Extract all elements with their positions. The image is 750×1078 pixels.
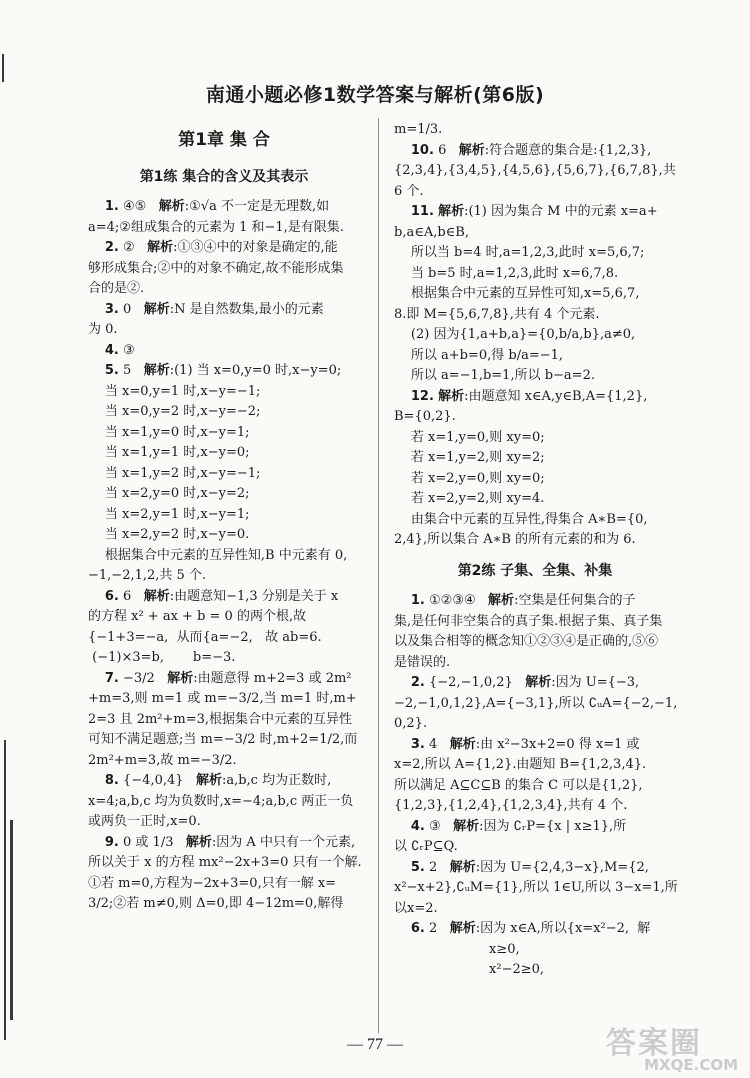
answer-line <box>394 223 676 244</box>
answer-line <box>394 837 676 858</box>
column-divider <box>378 118 379 1033</box>
question-number: 12. <box>410 388 434 404</box>
answer-line <box>88 833 360 854</box>
answer-line <box>88 587 360 608</box>
explanation-keyword: 解析 <box>453 818 480 834</box>
explanation-text: 所以 a=−1,b=1,所以 b−a=2. <box>410 368 595 383</box>
answer-line <box>394 960 676 981</box>
explanation-text: 由集合中元素的互异性,得集合 A∗B={0, <box>410 511 648 527</box>
answer-line <box>88 341 360 362</box>
answer-line <box>88 218 360 239</box>
explanation-text: 当 x=2,y=0 时,x−y=2; <box>104 486 250 501</box>
answer-line <box>88 361 360 382</box>
answer-value: 2 <box>429 859 438 875</box>
explanation-text: 当 x=0,y=2 时,x−y=−2; <box>104 404 261 419</box>
answer-line <box>88 525 360 546</box>
explanation-text: 当 b=5 时,a=1,2,3,此时 x=6,7,8. <box>410 265 619 281</box>
explanation-text: 3/2;②若 m≠0,则 Δ=0,即 4−12m=0,解得 <box>88 896 344 911</box>
answer-line <box>88 710 360 731</box>
explanation-text: 根据集合中元素的互异性知,B 中元素有 0, <box>104 547 348 563</box>
answer-line <box>88 669 360 690</box>
answer-line <box>88 464 360 485</box>
explanation-text: 够形成集合;②中的对象不确定,故不能形成集 <box>88 260 344 276</box>
explanation-text: 0,2}. <box>394 716 428 731</box>
explanation-text: −2,−1,0,1,2},A={−3,1},所以 ∁ᵤA={−2,−1, <box>394 695 678 711</box>
answer-line <box>394 305 676 326</box>
answer-line <box>88 197 360 218</box>
answer-line <box>88 320 360 341</box>
explanation-text: a=4;②组成集合的元素为 1 和−1,是有限集. <box>88 219 344 235</box>
explanation-text: 6 个. <box>394 183 424 199</box>
question-number: 3. <box>104 301 119 317</box>
answer-line <box>394 899 676 920</box>
answer-value: 0 或 1/3 <box>123 834 174 850</box>
answer-value: ④⑤ <box>123 199 147 214</box>
answer-line <box>88 648 360 669</box>
explanation-text: x=2,所以 A={1,2}.由题知 B={1,2,3,4}. <box>394 757 647 772</box>
explanation-text: 8.即 M={5,6,7,8},共有 4 个元素. <box>394 306 600 322</box>
explanation-text: :因为 U={−3, <box>551 675 640 690</box>
answer-line <box>88 546 360 567</box>
answer-line <box>88 689 360 710</box>
answer-line <box>394 284 676 305</box>
explanation-text: :由题意知−1,3 分别是关于 x <box>169 588 339 604</box>
answer-line <box>88 730 360 751</box>
answer-line <box>394 346 676 367</box>
explanation-text: :(1) 当 x=0,y=0 时,x−y=0; <box>169 363 342 378</box>
answer-line <box>88 238 360 259</box>
explanation-text: {1,2,3},{1,2,4},{1,2,3,4},共有 4 个. <box>394 798 628 813</box>
page-title: 南通小题必修1数学答案与解析(第6版) <box>205 84 545 106</box>
explanation-text: 所以当 b=4 时,a=1,2,3,此时 x=5,6,7; <box>410 245 645 260</box>
answer-line <box>88 382 360 403</box>
watermark-text: 答案圈 <box>606 1026 702 1061</box>
answer-line <box>394 940 676 961</box>
chapter-heading: 第1章 集 合 <box>178 130 270 150</box>
explanation-text: 是错误的. <box>394 654 451 670</box>
question-number: 6. <box>410 921 425 936</box>
explanation-text: 若 x=1,y=2,则 xy=2; <box>410 450 545 465</box>
edge-mark <box>2 54 4 82</box>
explanation-text: :因为 x∈A,所以{x=x²−2, 解 <box>475 921 651 936</box>
answer-line <box>88 279 360 300</box>
answer-line <box>88 443 360 464</box>
explanation-text: 当 x=2,y=1 时,x−y=1; <box>104 506 250 522</box>
answer-line <box>88 771 360 792</box>
answer-value: 6 <box>123 588 132 604</box>
question-number: 4. <box>104 342 119 358</box>
explanation-keyword: 解析 <box>438 388 465 404</box>
explanation-text: x²−x+2},∁ᵤM={1},所以 1∈U,所以 3−x=1,所 <box>394 880 678 895</box>
answer-line <box>394 407 676 428</box>
explanation-text: 集,是任何非空集合的真子集.根据子集、真子集 <box>394 613 663 629</box>
explanation-text: x²−2≥0, <box>394 962 545 977</box>
answer-line <box>394 161 676 182</box>
explanation-keyword: 解析 <box>167 670 194 686</box>
answer-value: 2 <box>429 921 438 936</box>
answer-line <box>394 141 676 162</box>
answer-value: ② <box>123 240 135 255</box>
answer-line <box>394 817 676 838</box>
answer-line <box>394 612 676 633</box>
question-number: 1. <box>104 199 119 214</box>
answer-line <box>394 182 676 203</box>
explanation-keyword: 解析 <box>143 363 170 378</box>
answer-line <box>394 530 676 551</box>
answer-list <box>88 197 360 915</box>
edge-mark <box>4 740 6 1040</box>
answer-line <box>88 484 360 505</box>
question-number: 1. <box>410 593 425 608</box>
explanation-text: 以及集合相等的概念知①②③④是正确的,⑤⑥ <box>394 634 659 649</box>
answer-line <box>88 628 360 649</box>
question-number: 8. <box>104 773 119 788</box>
question-number: 9. <box>104 834 119 850</box>
answer-value: 4 <box>429 736 438 752</box>
explanation-text: ①若 m=0,方程为−2x+3=0,只有一解 x= <box>88 875 337 891</box>
answer-line <box>394 796 676 817</box>
question-number: 5. <box>410 859 425 875</box>
answer-line <box>88 607 360 628</box>
answer-value: 5 <box>123 363 132 378</box>
explanation-text: −1,−2,1,2,共 5 个. <box>88 568 207 583</box>
answer-value: {−4,0,4} <box>123 773 184 788</box>
explanation-keyword: 解析 <box>158 199 185 214</box>
explanation-keyword: 解析 <box>147 240 174 255</box>
answer-value: 0 <box>123 301 132 317</box>
answer-line <box>394 632 676 653</box>
answer-line <box>88 853 360 874</box>
explanation-text: :因为 ∁ᵣP={x | x≥1},所 <box>479 818 627 834</box>
explanation-text: :因为 A 中只有一个元素, <box>211 834 356 850</box>
question-number: 2. <box>410 675 425 690</box>
answer-line <box>394 120 676 141</box>
explanation-text: 当 x=1,y=0 时,x−y=1; <box>104 424 250 440</box>
question-number: 2. <box>104 240 119 255</box>
page-number: — 77 — <box>347 1036 403 1053</box>
answer-line <box>394 366 676 387</box>
answer-line <box>394 243 676 264</box>
explanation-keyword: 解析 <box>185 834 212 850</box>
answer-line <box>88 423 360 444</box>
explanation-text: :①③④中的对象是确定的,能 <box>173 240 338 255</box>
answer-line <box>394 755 676 776</box>
answer-line <box>394 428 676 449</box>
answer-line <box>88 751 360 772</box>
explanation-keyword: 解析 <box>143 588 170 604</box>
left-column <box>88 120 360 915</box>
explanation-keyword: 解析 <box>143 301 170 317</box>
explanation-text: b,a∈A,b∈B, <box>394 224 469 240</box>
answer-value: ③ <box>429 818 441 834</box>
answer-line <box>88 566 360 587</box>
scan-binding-edge <box>0 0 22 1078</box>
answer-value: ③ <box>123 342 135 358</box>
answer-line <box>394 202 676 223</box>
explanation-keyword: 解析 <box>525 675 552 690</box>
explanation-text: 若 x=2,y=0,则 xy=0; <box>410 470 545 486</box>
watermark-url: MXQE.COM <box>644 1056 738 1074</box>
explanation-text: :a,b,c 均为正数时, <box>221 773 332 788</box>
explanation-text: 为 0. <box>88 322 118 337</box>
explanation-keyword: 解析 <box>438 204 465 219</box>
explanation-text: :①√a 不一定是无理数,如 <box>184 199 330 214</box>
answer-line <box>88 874 360 895</box>
explanation-text: 当 x=2,y=2 时,x−y=0. <box>104 527 250 542</box>
explanation-text: 当 x=1,y=2 时,x−y=−1; <box>104 465 261 481</box>
explanation-text: 所以满足 A⊆C⊆B 的集合 C 可以是{1,2}, <box>394 777 643 793</box>
explanation-text: 所以关于 x 的方程 mx²−2x+3=0 只有一个解. <box>88 855 362 870</box>
question-number: 4. <box>410 818 425 834</box>
explanation-text: :(1) 因为集合 M 中的元素 x=a+ <box>464 204 658 219</box>
question-number: 10. <box>410 142 434 158</box>
answer-line <box>394 489 676 510</box>
explanation-keyword: 解析 <box>458 142 485 158</box>
explanation-text: :由题意知 x∈A,y∈B,A={1,2}, <box>464 388 648 404</box>
answer-line <box>394 776 676 797</box>
explanation-text: 以 ∁ᵣP⊆Q. <box>394 839 458 854</box>
explanation-text: 2m²+m=3,故 m=−3/2. <box>88 752 237 768</box>
question-number: 11. <box>410 204 434 219</box>
explanation-text: {2,3,4},{3,4,5},{4,5,6},{5,6,7},{6,7,8},共 <box>394 163 676 178</box>
question-number: 3. <box>410 736 425 752</box>
explanation-text: 2=3 且 2m²+m=3,根据集合中元素的互异性 <box>88 711 353 727</box>
answer-list <box>394 591 676 981</box>
explanation-text: x≥0, <box>394 941 520 957</box>
explanation-keyword: 解析 <box>195 773 222 788</box>
explanation-text: B={0,2}. <box>394 409 456 424</box>
question-number: 5. <box>104 363 119 378</box>
answer-line <box>394 325 676 346</box>
explanation-text: :因为 U={2,4,3−x},M={2, <box>475 859 649 875</box>
answer-line <box>88 505 360 526</box>
answer-line <box>394 591 676 612</box>
answer-line <box>394 387 676 408</box>
answer-line <box>394 264 676 285</box>
answer-value: ①②③④ <box>429 593 476 608</box>
explanation-text: :由 x²−3x+2=0 得 x=1 或 <box>475 736 640 752</box>
answer-line <box>394 469 676 490</box>
explanation-text: m=1/3. <box>394 122 443 137</box>
explanation-text: :符合题意的集合是:{1,2,3}, <box>484 142 652 158</box>
explanation-text: 2,4},所以集合 A∗B 的所有元素的和为 6. <box>394 532 636 547</box>
explanation-text: 当 x=1,y=1 时,x−y=0; <box>104 445 250 460</box>
answer-line <box>394 919 676 940</box>
explanation-text: 的方程 x² + ax + b = 0 的两个根,故 <box>88 609 307 624</box>
explanation-keyword: 解析 <box>449 859 476 875</box>
watermark-logo <box>606 1018 738 1074</box>
answer-value: {−2,−1,0,2} <box>429 675 513 690</box>
answer-line <box>394 694 676 715</box>
edge-mark <box>10 820 13 1020</box>
answer-line <box>394 878 676 899</box>
explanation-keyword: 解析 <box>449 921 476 936</box>
answer-list <box>394 120 676 551</box>
section-heading: 第2练 子集、全集、补集 <box>457 562 613 579</box>
answer-line <box>88 894 360 915</box>
answer-line <box>394 673 676 694</box>
explanation-text: :空集是任何集合的子 <box>514 593 636 608</box>
explanation-text: 当 x=0,y=1 时,x−y=−1; <box>104 383 261 399</box>
explanation-text: :由题意得 m+2=3 或 2m² <box>193 670 352 686</box>
explanation-text: 以x=2. <box>394 900 438 916</box>
answer-line <box>394 448 676 469</box>
explanation-text: (2) 因为{1,a+b,a}={0,b/a,b},a≠0, <box>410 327 636 342</box>
question-number: 6. <box>104 588 119 604</box>
answer-line <box>394 858 676 879</box>
explanation-text: :N 是自然数集,最小的元素 <box>169 301 324 317</box>
question-number: 7. <box>104 670 119 686</box>
answer-line <box>88 259 360 280</box>
answer-line <box>88 792 360 813</box>
right-column <box>394 120 676 981</box>
section-heading: 第1练 集合的含义及其表示 <box>139 168 309 185</box>
explanation-text: +m=3,则 m=1 或 m=−3/2,当 m=1 时,m+ <box>88 691 357 706</box>
answer-value: 6 <box>438 142 447 158</box>
explanation-text: 根据集合中元素的互异性可知,x=5,6,7, <box>410 286 640 301</box>
explanation-text: 可知不满足题意;当 m=−3/2 时,m+2=1/2,而 <box>88 732 358 747</box>
explanation-text: 若 x=2,y=2,则 xy=4. <box>410 491 545 506</box>
explanation-keyword: 解析 <box>449 736 476 752</box>
explanation-text: 若 x=1,y=0,则 xy=0; <box>410 429 545 445</box>
explanation-text: (−1)×3=b, b=−3. <box>88 650 236 665</box>
answer-value: −3/2 <box>123 670 155 686</box>
answer-line <box>394 735 676 756</box>
answer-line <box>394 510 676 531</box>
explanation-text: {−1+3=−a, 从而{a=−2, 故 ab=6. <box>88 629 322 645</box>
explanation-text: 合的是②. <box>88 281 145 296</box>
answer-line <box>88 812 360 833</box>
answer-line <box>88 402 360 423</box>
answer-line <box>394 653 676 674</box>
explanation-keyword: 解析 <box>488 593 515 608</box>
answer-line <box>394 714 676 735</box>
explanation-text: x=4;a,b,c 均为负数时,x=−4;a,b,c 两正一负 <box>88 793 354 809</box>
explanation-text: 或两负一正时,x=0. <box>88 814 201 829</box>
explanation-text: 所以 a+b=0,得 b/a=−1, <box>410 347 564 363</box>
answer-line <box>88 300 360 321</box>
